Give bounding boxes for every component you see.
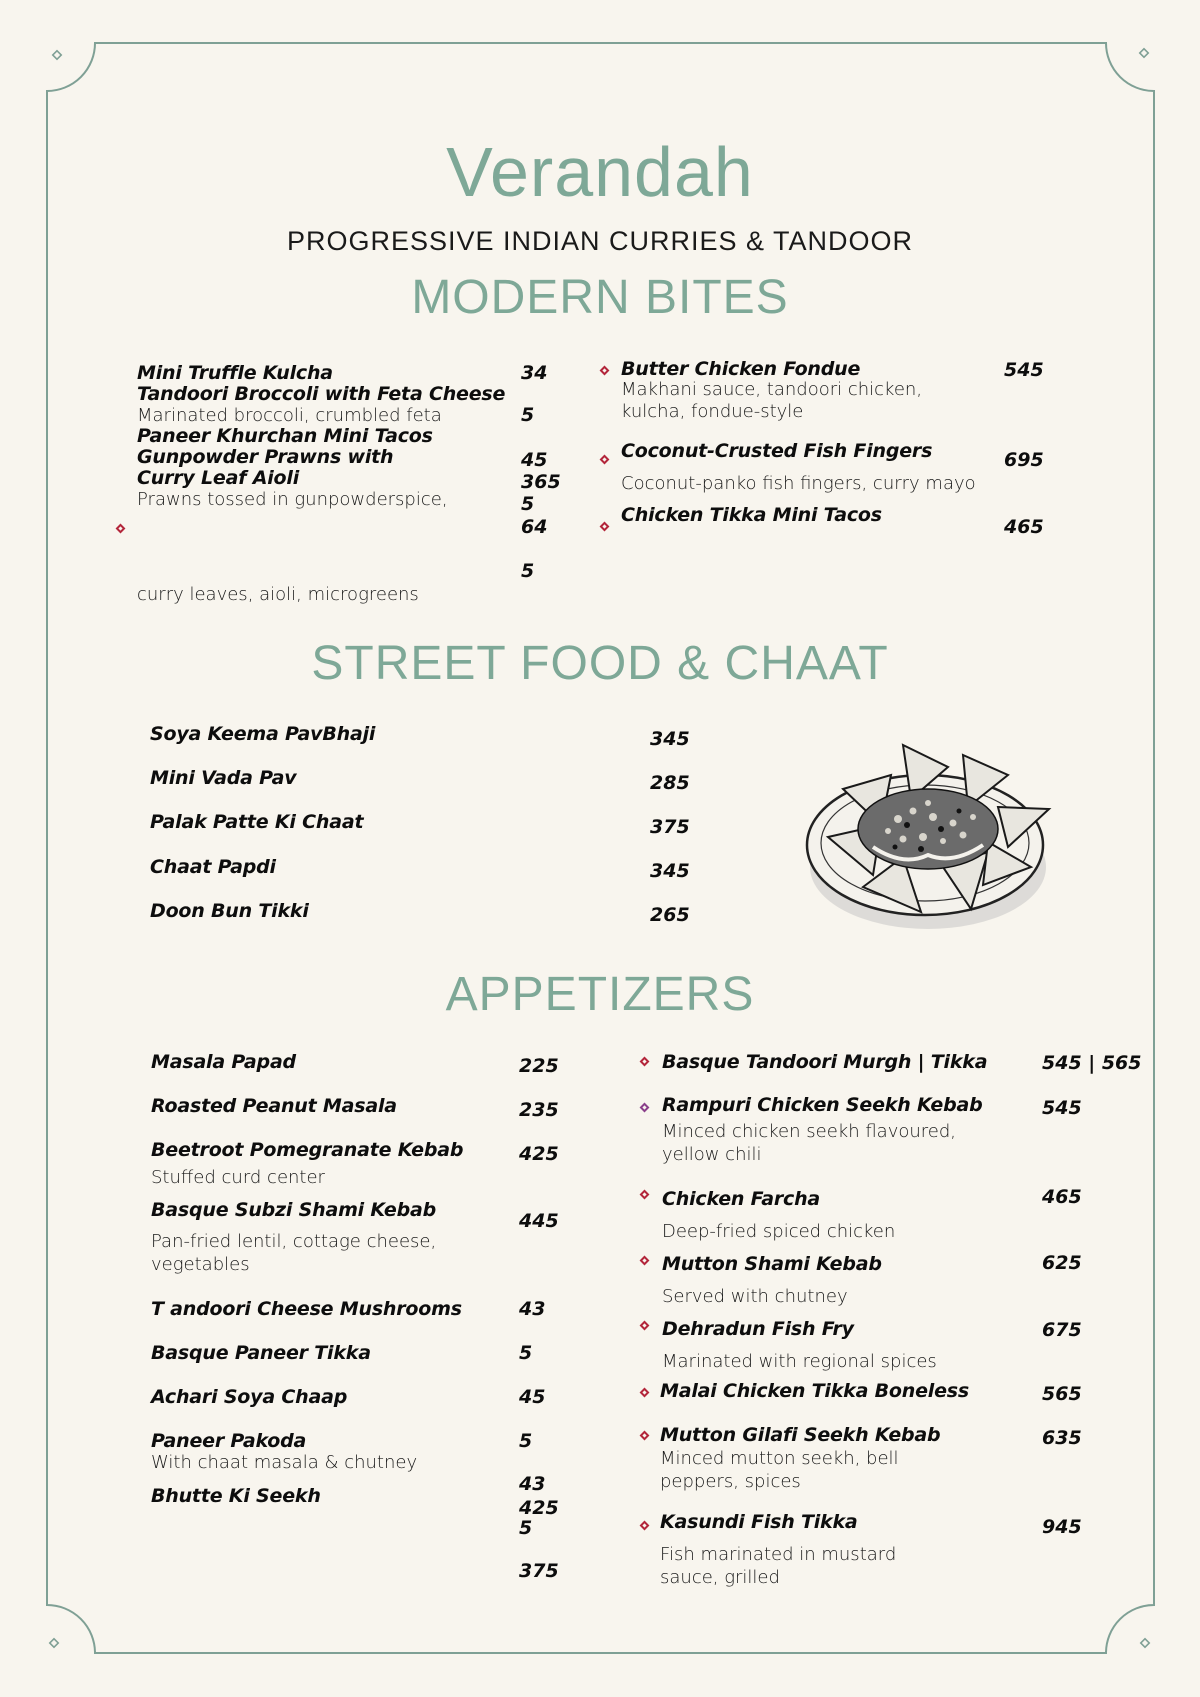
item-description: Minced mutton seekh, bell (660, 1448, 899, 1469)
restaurant-name: Verandah (446, 133, 754, 211)
item-name: Paneer Pakoda (151, 1430, 307, 1452)
item-price: 465 (1004, 516, 1044, 538)
item-price: 45 (521, 449, 548, 471)
item-price: 425 (519, 1497, 559, 1519)
item-name: Basque Paneer Tikka (151, 1342, 371, 1364)
item-description: Marinated with regional spices (662, 1351, 937, 1372)
diamond-bullet-icon (640, 1521, 650, 1531)
item-description: Deep-fried spiced chicken (662, 1221, 896, 1242)
item-price: 445 (519, 1210, 559, 1232)
item-name: Gunpowder Prawns with (137, 446, 394, 468)
item-price: 545 (1042, 1097, 1082, 1119)
item-description: Pan-fried lentil, cottage cheese, (151, 1231, 437, 1252)
item-description: peppers, spices (660, 1471, 801, 1492)
section-title-street-food: STREET FOOD & CHAAT (311, 637, 889, 690)
item-price: 5 (521, 560, 535, 582)
item-description: Marinated broccoli, crumbled feta (137, 405, 442, 426)
item-price: 235 (519, 1099, 559, 1121)
item-description: yellow chili (662, 1144, 762, 1165)
item-price: 345 (650, 860, 690, 882)
item-name: Roasted Peanut Masala (151, 1095, 397, 1117)
item-description: kulcha, fondue-style (621, 401, 804, 422)
item-price: 545 | 565 (1042, 1052, 1142, 1074)
item-name: Malai Chicken Tikka Boneless (660, 1380, 969, 1402)
item-name: Bhutte Ki Seekh (151, 1485, 321, 1507)
item-price: 945 (1042, 1516, 1082, 1538)
item-description: Minced chicken seekh flavoured, (662, 1121, 956, 1142)
tagline: PROGRESSIVE INDIAN CURRIES & TANDOOR (286, 226, 914, 256)
diamond-bullet-icon (640, 1103, 650, 1113)
item-price: 545 (1004, 359, 1044, 381)
item-price: 43 (519, 1473, 546, 1495)
item-description: vegetables (151, 1254, 250, 1275)
item-description: sauce, grilled (660, 1567, 780, 1588)
item-name: Butter Chicken Fondue (621, 358, 861, 380)
item-name: Masala Papad (151, 1051, 296, 1073)
item-name: Chaat Papdi (150, 856, 276, 878)
diamond-bullet-icon (640, 1321, 650, 1331)
item-name: Mini Vada Pav (150, 767, 297, 789)
item-price: 5 (521, 493, 535, 515)
item-price: 695 (1004, 449, 1044, 471)
item-price: 625 (1042, 1252, 1082, 1274)
item-name: Basque Tandoori Murgh | Tikka (662, 1051, 988, 1073)
item-name: Mini Truffle Kulcha (137, 362, 333, 384)
item-price: 45 (519, 1386, 546, 1408)
item-price: 5 (519, 1342, 533, 1364)
item-description: With chaat masala & chutney (151, 1452, 418, 1473)
item-name: Coconut-Crusted Fish Fingers (621, 440, 933, 462)
section-title-modern-bites: MODERN BITES (411, 271, 789, 324)
diamond-bullet-icon (640, 1190, 650, 1200)
item-name: Tandoori Broccoli with Feta Cheese (137, 383, 506, 405)
item-price: 5 (519, 1517, 533, 1539)
item-price: 425 (519, 1143, 559, 1165)
item-price: 375 (650, 816, 690, 838)
item-price: 675 (1042, 1319, 1082, 1341)
chaat-plate-illustration (803, 727, 1063, 942)
item-name: Soya Keema PavBhaji (150, 723, 376, 745)
item-price: 345 (650, 728, 690, 750)
item-name: Mutton Shami Kebab (662, 1253, 882, 1275)
item-name: Paneer Khurchan Mini Tacos (137, 425, 433, 447)
item-description: Fish marinated in mustard (660, 1544, 897, 1565)
item-name: Curry Leaf Aioli (137, 467, 300, 489)
item-name: Mutton Gilafi Seekh Kebab (660, 1424, 941, 1446)
item-name: Chicken Farcha (662, 1188, 821, 1210)
item-price: 465 (1042, 1186, 1082, 1208)
item-price: 565 (1042, 1383, 1082, 1405)
item-name: Dehradun Fish Fry (662, 1318, 854, 1340)
item-description: Stuffed curd center (151, 1167, 325, 1188)
item-name: Rampuri Chicken Seekh Kebab (662, 1094, 983, 1116)
diamond-bullet-icon (640, 1431, 650, 1441)
item-price: 225 (519, 1055, 559, 1077)
item-price: 635 (1042, 1427, 1082, 1449)
diamond-bullet-icon (640, 1388, 650, 1398)
diamond-bullet-icon (640, 1256, 650, 1266)
item-price: 64 (521, 516, 548, 538)
item-price: 5 (519, 1430, 533, 1452)
item-price: 375 (519, 1560, 559, 1582)
section-title-appetizers: APPETIZERS (445, 968, 755, 1021)
item-name: Palak Patte Ki Chaat (150, 811, 364, 833)
item-name: Doon Bun Tikki (150, 900, 309, 922)
item-name: Basque Subzi Shami Kebab (151, 1199, 436, 1221)
item-name: Achari Soya Chaap (151, 1386, 348, 1408)
item-name: Chicken Tikka Mini Tacos (621, 504, 882, 526)
item-price: 285 (650, 772, 690, 794)
item-description: curry leaves, aioli, microgreens (137, 584, 419, 605)
diamond-bullet-icon (116, 524, 126, 534)
item-name: Kasundi Fish Tikka (660, 1511, 858, 1533)
item-price: 5 (521, 404, 535, 426)
item-description: Prawns tossed in gunpowderspice, (137, 489, 448, 510)
item-price: 43 (519, 1298, 546, 1320)
diamond-bullet-icon (600, 522, 610, 532)
diamond-bullet-icon (640, 1057, 650, 1067)
diamond-bullet-icon (600, 455, 610, 465)
item-name: T andoori Cheese Mushrooms (151, 1298, 462, 1320)
item-description: Makhani sauce, tandoori chicken, (621, 379, 923, 400)
item-price: 265 (650, 904, 690, 926)
item-description: Coconut-panko fish fingers, curry mayo (621, 473, 976, 494)
item-name: Beetroot Pomegranate Kebab (151, 1139, 464, 1161)
item-price: 365 (521, 471, 561, 493)
item-description: Served with chutney (662, 1286, 848, 1307)
item-price: 34 (521, 362, 548, 384)
diamond-bullet-icon (600, 366, 610, 376)
